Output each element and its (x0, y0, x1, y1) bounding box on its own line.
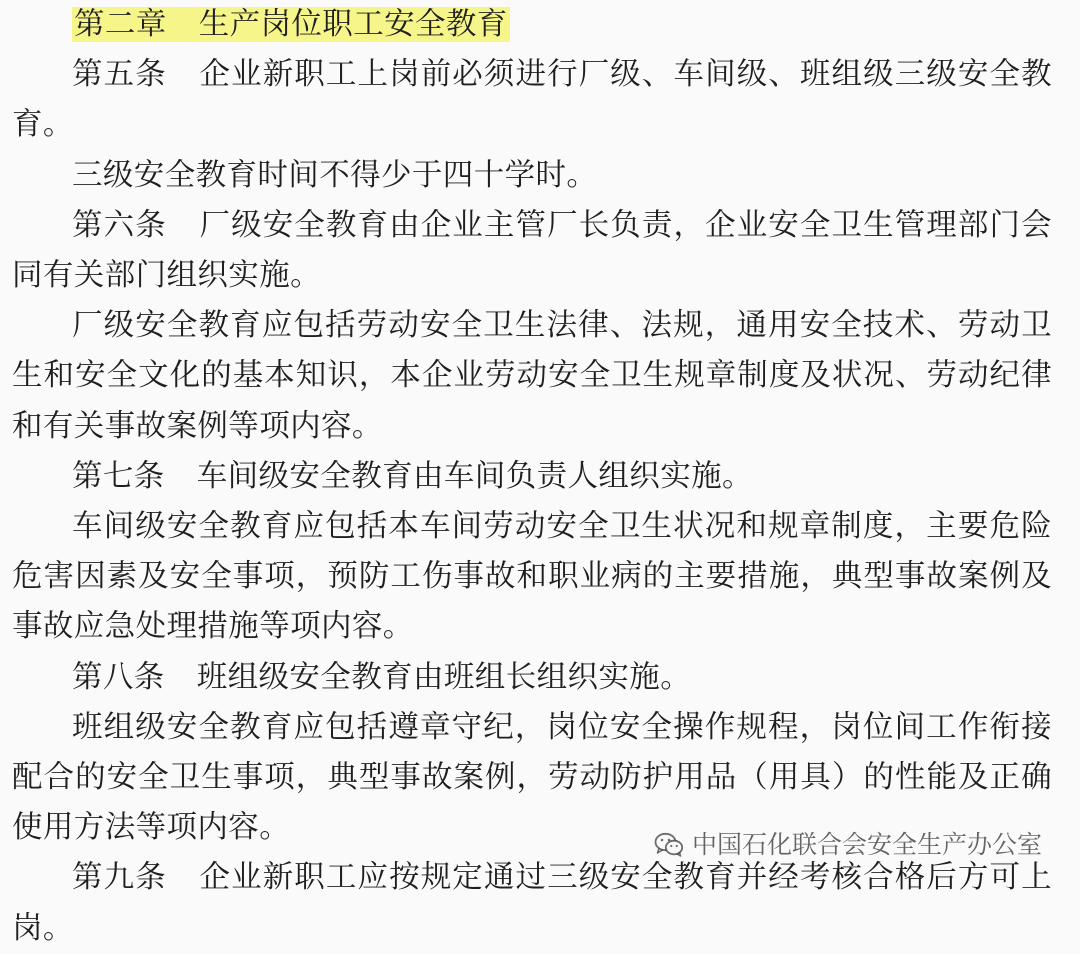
paragraph-text: 厂级安全教育应包括劳动安全卫生法律、法规，通用安全技术、劳动卫生和安全文化的基本知识，本企业劳动安全卫生规章制度及状况、劳动纪律和有关事故案例等项内容。 (12, 308, 1052, 444)
watermark-text: 中国石化联合会安全生产办公室 (691, 830, 1042, 859)
article-text: 企业新职工应按规定通过三级安全教育并经考核合格后方可上岗。 (12, 860, 1052, 946)
article-text: 厂级安全教育由企业主管厂长负责，企业安全卫生管理部门会同有关部门组织实施。 (12, 207, 1052, 294)
article-text: 车间级安全教育由车间负责人组织实施。 (196, 458, 753, 494)
article-label: 第八条 (72, 659, 165, 695)
chapter-heading (12, 0, 1052, 50)
article-text: 班组级安全教育由班组长组织实施。 (196, 659, 692, 695)
chapter-number: 第二章 (74, 7, 167, 42)
document-body (12, 0, 1052, 954)
article-8 (12, 653, 1052, 703)
chapter-title: 生产岗位职工安全教育 (198, 7, 508, 42)
article-5 (12, 50, 1052, 150)
paragraph-text: 车间级安全教育应包括本车间劳动安全卫生状况和规章制度，主要危险危害因素及安全事项，预防工伤事故和职业病的主要措施，典型事故案例及事故应急处理措施等项内容。 (12, 509, 1052, 645)
article-5-continuation (12, 151, 1052, 201)
paragraph-text: 三级安全教育时间不得少于四十学时。 (72, 157, 598, 193)
article-7 (12, 452, 1052, 502)
article-6-content (12, 301, 1052, 452)
article-label: 第九条 (72, 860, 167, 896)
paragraph-text: 班组级安全教育应包括遵章守纪，岗位安全操作规程，岗位间工作衔接配合的安全卫生事项，典型事故案例，劳动防护用品（用具）的性能及正确使用方法等项内容。 (12, 709, 1052, 846)
article-label: 第六条 (72, 207, 167, 243)
chapter-heading-highlight (72, 7, 510, 42)
wechat-icon (654, 832, 684, 858)
article-7-content (12, 502, 1052, 653)
article-6 (12, 201, 1052, 301)
article-9 (12, 853, 1052, 953)
article-label: 第七条 (72, 458, 165, 494)
watermark (650, 830, 1046, 860)
article-text: 企业新职工上岗前必须进行厂级、车间级、班组级三级安全教育。 (12, 57, 1052, 143)
article-label: 第五条 (72, 57, 167, 93)
